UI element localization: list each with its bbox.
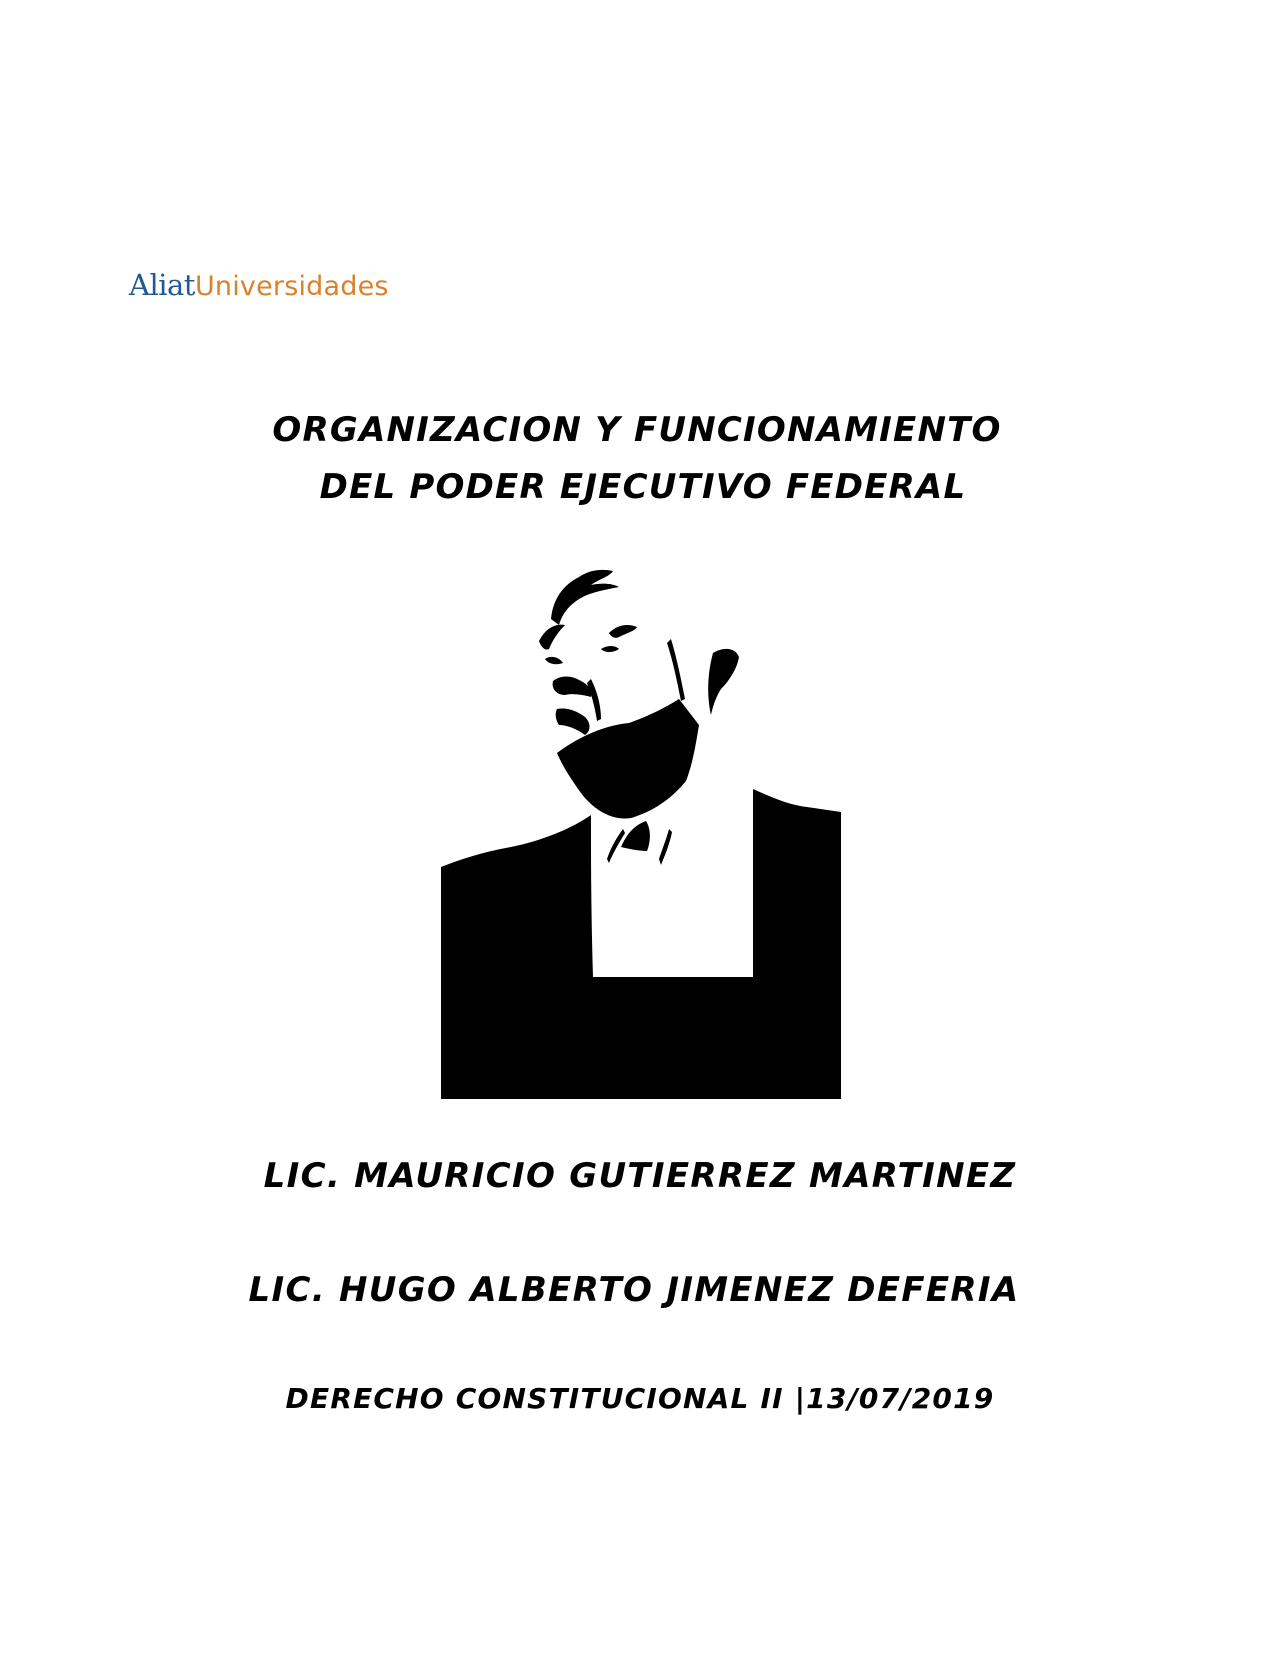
course-name: DERECHO CONSTITUCIONAL II [285, 1382, 784, 1415]
author-name-1: LIC. MAURICIO GUTIERREZ MARTINEZ [263, 1156, 1017, 1196]
document-date: 13/07/2019 [806, 1382, 995, 1415]
nose-shadow [553, 677, 592, 698]
course-date-line [0, 1382, 1280, 1415]
document-title-line-2: DEL PODER EJECUTIVO FEDERAL [319, 467, 967, 507]
jaw-line [667, 639, 685, 701]
brow-left [539, 625, 565, 650]
hair-shape [551, 570, 619, 625]
footer-separator: | [794, 1382, 807, 1415]
ear-shape [708, 649, 739, 715]
portrait-silhouette-icon [441, 529, 841, 1099]
eye-right [601, 646, 619, 652]
eye-left [545, 657, 563, 664]
author-name-2: LIC. HUGO ALBERTO JIMENEZ DEFERIA [248, 1270, 1020, 1310]
brow-right [609, 625, 637, 638]
collar-line-right [659, 829, 672, 865]
aliat-universidades-logo [129, 268, 389, 308]
cheek-line [587, 679, 601, 721]
mouth-shape [556, 708, 590, 735]
logo-aliat-text: Aliat [129, 268, 195, 302]
document-title-line-1: ORGANIZACION Y FUNCIONAMIENTO [272, 410, 1002, 450]
logo-universidades-text: Universidades [194, 271, 389, 302]
tie-knot-shape [621, 821, 650, 851]
